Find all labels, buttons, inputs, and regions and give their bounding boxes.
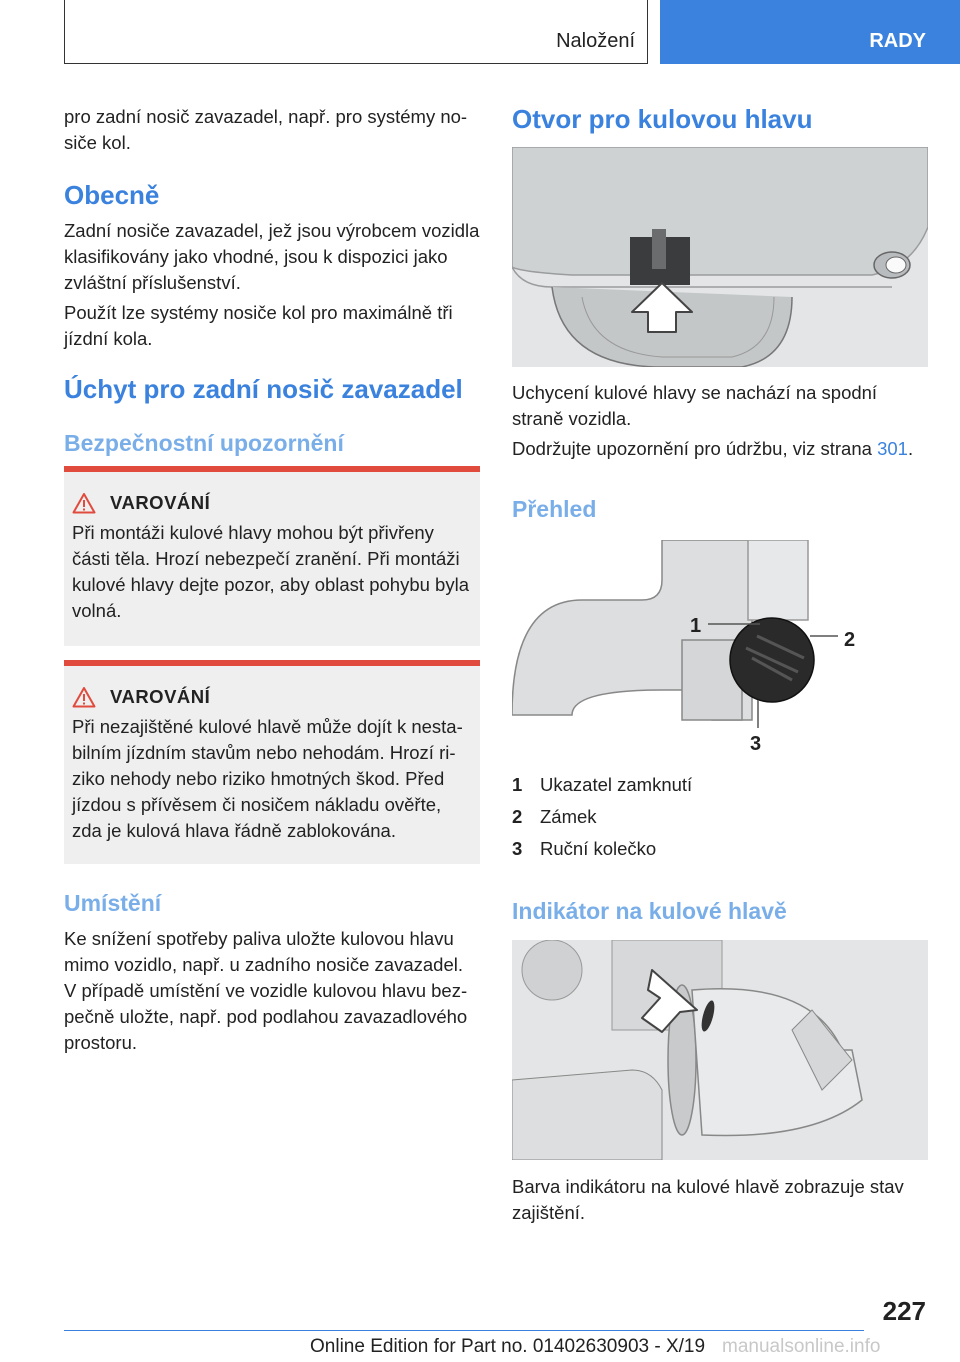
warning-2-title: VAROVÁNÍ — [110, 686, 211, 707]
opening-heading: Otvor pro kulovou hlavu — [512, 104, 813, 134]
indicator-heading: Indikátor na kulové hlavě — [512, 898, 787, 924]
footer-watermark: manualsonline.info — [722, 1336, 881, 1357]
safety-heading: Bezpečnostní upozornění — [64, 430, 344, 456]
opening-paragraph-2 — [512, 436, 928, 462]
general-paragraph-1: Zadní nosiče zavazadel, jež jsou výrobcem vozidla klasifikovány jako vhodné, jsou k dispozici jako zvláštní příslušenství. — [64, 220, 480, 293]
warning-1-title: VAROVÁNÍ — [110, 492, 211, 513]
warning-triangle-icon — [72, 686, 96, 708]
legend-label-1: Ukazatel zamknutí — [540, 774, 693, 795]
legend-label-2: Zámek — [540, 806, 597, 827]
footer-divider — [64, 1330, 864, 1331]
placement-heading: Umístění — [64, 890, 162, 916]
opening-paragraph-2-text: Dodržujte upozornění pro údržbu, viz strana — [512, 438, 878, 459]
legend-num-3: 3 — [512, 838, 523, 859]
header-section-title: Naložení — [556, 30, 635, 52]
overview-image — [512, 540, 928, 758]
page-number: 227 — [882, 1296, 926, 1326]
intro-text: pro zadní nosič zavazadel, např. pro systémy no-siče kol. — [64, 106, 468, 153]
legend-item-3 — [512, 838, 656, 860]
warning-box-2 — [64, 660, 480, 864]
header-section-box — [64, 0, 648, 64]
footer-edition: Online Edition for Part no. 01402630903 - X/19 — [310, 1336, 706, 1357]
mount-heading: Úchyt pro zadní nosič zavazadel — [64, 374, 463, 404]
overview-heading: Přehled — [512, 496, 597, 522]
callout-2: 2 — [844, 629, 856, 651]
indicator-image — [512, 940, 928, 1160]
placement-text: Ke snížení spotřeby paliva uložte kulovou hlavu mimo vozidlo, např. u zadního nosiče zavazadel. V případě umístění ve vozidle kulovou hlavu bez-pečně uložte, např. pod podlahou zavazadlového prostoru. — [64, 928, 468, 1053]
legend-num-2: 2 — [512, 806, 523, 827]
warning-1-text: Při montáži kulové hlavy mohou být přivřeny části těla. Hrozí nebezpečí zranění. Při montáži kulové hlavy dejte pozor, aby oblast pohybu byla volná. — [72, 522, 469, 621]
warning-triangle-icon — [72, 492, 96, 514]
legend-item-1 — [512, 774, 692, 796]
opening-paragraph-1: Uchycení kulové hlavy se nachází na spodní straně vozidla. — [512, 382, 878, 429]
underside-image — [512, 147, 928, 367]
indicator-text: Barva indikátoru na kulové hlavě zobrazuje stav zajištění. — [512, 1176, 904, 1223]
legend-label-3: Ruční kolečko — [540, 838, 657, 859]
header-tab[interactable] — [660, 0, 960, 64]
general-paragraph-2: Použít lze systémy nosiče kol pro maximálně tři jízdní kola. — [64, 302, 453, 349]
header-tab-label: RADY — [869, 30, 926, 52]
page-link-301[interactable]: 301 — [877, 438, 908, 459]
legend-num-1: 1 — [512, 774, 523, 795]
legend-item-2 — [512, 806, 597, 828]
callout-3: 3 — [750, 733, 762, 755]
warning-box-1 — [64, 466, 480, 646]
opening-paragraph-2-suffix: . — [907, 438, 914, 459]
general-heading: Obecně — [64, 180, 160, 210]
warning-2-text: Při nezajištěné kulové hlavě může dojít k nesta-bilním jízdním stavům nebo nehodám. Hrozí ri-ziko nehody nebo riziko hmotných škod. Před jízdou s přívěsem či nosičem nákladu ověřte, zda je kulová hlava řádně zablokována. — [72, 716, 463, 841]
callout-1: 1 — [690, 615, 702, 637]
